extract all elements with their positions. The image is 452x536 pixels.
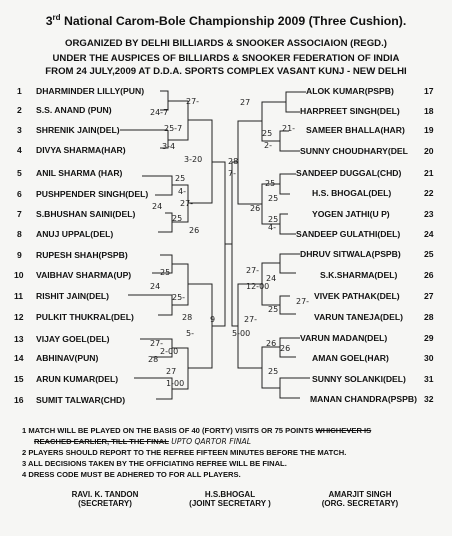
player-name: DIVYA SHARMA(HAR) (36, 145, 126, 155)
player-name: AMAN GOEL(HAR) (312, 353, 389, 363)
seed-number: 30 (424, 353, 434, 363)
signatory-role: (ORG. SECRETARY) (321, 499, 399, 508)
player-name: ABHINAV(PUN) (36, 353, 99, 363)
signatory-name: AMARJIT SINGH (328, 490, 392, 499)
seed-number: 7 (17, 209, 22, 219)
note-2: 2 PLAYERS SHOULD REPORT TO THE REFREE FIFTEEN MINUTES BEFORE THE MATCH. (22, 448, 347, 457)
player-name: DHRUV SITWALA(PSPB) (300, 249, 401, 259)
seed-number: 2 (17, 105, 22, 115)
player-name: SAMEER BHALLA(HAR) (306, 125, 405, 135)
seed-number: 23 (424, 209, 434, 219)
score-mark: 12-00 (246, 282, 270, 291)
signatory-role: (JOINT SECRETARY ) (189, 499, 271, 508)
player-name: PUSHPENDER SINGH(DEL) (36, 189, 149, 199)
score-mark: 25 (262, 129, 273, 138)
seed-number: 9 (17, 250, 22, 260)
player-name: SUNNY SOLANKI(DEL) (312, 374, 406, 384)
signatory-org-secretary (300, 490, 420, 508)
signatory-name: H.S.BHOGAL (204, 490, 256, 499)
player-name: RISHIT JAIN(DEL) (36, 291, 110, 301)
seed-number: 10 (14, 270, 24, 280)
player-name: YOGEN JATHI(U P) (312, 209, 390, 219)
seed-number: 6 (17, 189, 22, 199)
seed-number: 4 (17, 145, 22, 155)
seed-number: 19 (424, 125, 434, 135)
seed-number: 20 (424, 146, 434, 156)
player-name: ANUJ UPPAL(DEL) (36, 229, 114, 239)
score-mark: 25- (172, 293, 186, 302)
organizer-line: ORGANIZED BY DELHI BILLIARDS & SNOOKER ASSOCIAION (REGD.) (65, 38, 387, 49)
score-mark: 4- (178, 187, 186, 196)
score-mark: 25 (268, 194, 279, 203)
score-mark: 4- (268, 223, 276, 232)
auspices-line: UNDER THE AUSPICES OF BILLIARDS & SNOOKER FEDERATION OF INDIA (52, 53, 400, 64)
player-name: VAIBHAV SHARMA(UP) (36, 270, 132, 280)
score-mark: 28 (182, 313, 193, 322)
signatory-name: RAVI. K. TANDON (71, 490, 139, 499)
seed-number: 27 (424, 291, 434, 301)
score-mark: 25 (172, 214, 183, 223)
note-4: 4 DRESS CODE MUST BE ADHERED TO FOR ALL PLAYERS. (22, 470, 241, 479)
seed-number: 17 (424, 86, 434, 96)
score-mark: 27- (180, 199, 194, 208)
score-mark: 27 (166, 367, 177, 376)
score-mark: 1-00 (166, 379, 185, 388)
seed-number: 5 (17, 168, 22, 178)
player-name: VARUN TANEJA(DEL) (314, 312, 403, 322)
seed-number: 26 (424, 270, 434, 280)
note-3: 3 ALL DECISIONS TAKEN BY THE OFFICIATING REFREE WILL BE FINAL. (22, 459, 287, 468)
score-mark: 5- (186, 329, 194, 338)
player-name: PULKIT THUKRAL(DEL) (36, 312, 134, 322)
seed-number: 14 (14, 353, 24, 363)
score-mark: 28 (228, 157, 239, 166)
score-mark: 25 (265, 179, 276, 188)
score-mark: 26 (250, 204, 261, 213)
score-mark: 24 (150, 282, 161, 291)
score-mark: 25 (268, 367, 279, 376)
player-name: SUNNY CHOUDHARY(DEL (300, 146, 408, 156)
player-name: S.K.SHARMA(DEL) (320, 270, 398, 280)
score-mark: 3-4 (162, 142, 176, 151)
score-mark: 7- (228, 169, 236, 178)
player-name: SANDEEP GULATHI(DEL) (296, 229, 401, 239)
player-name: DHARMINDER LILLY(PUN) (36, 86, 145, 96)
player-name: ALOK KUMAR(PSPB) (306, 86, 394, 96)
score-mark: 27- (244, 315, 258, 324)
signatory-secretary (50, 490, 160, 508)
score-mark: 27- (150, 339, 164, 348)
player-name: H.S. BHOGAL(DEL) (312, 188, 392, 198)
score-mark: 27- (186, 97, 200, 106)
player-name: VIVEK PATHAK(DEL) (314, 291, 400, 301)
player-name: ANIL SHARMA (HAR) (36, 168, 123, 178)
player-name: SHRENIK JAIN(DEL) (36, 125, 120, 135)
player-name: SUMIT TALWAR(CHD) (36, 395, 126, 405)
player-name: VIJAY GOEL(DEL) (36, 334, 110, 344)
player-name: VARUN MADAN(DEL) (300, 333, 388, 343)
player-name: S.S. ANAND (PUN) (36, 105, 112, 115)
score-mark: 25 (175, 174, 186, 183)
player-name: S.BHUSHAN SAINI(DEL) (36, 209, 136, 219)
seed-number: 22 (424, 188, 434, 198)
score-mark: 26 (189, 226, 200, 235)
score-mark: 28 (148, 355, 159, 364)
player-name: HARPREET SINGH(DEL) (300, 106, 400, 116)
score-mark: 24-7 (150, 108, 169, 117)
seed-number: 1 (17, 86, 22, 96)
seed-number: 29 (424, 333, 434, 343)
note-1: 1 MATCH WILL BE PLAYED ON THE BASIS OF 40 (FORTY) VISITS OR 75 POINTS WHICHEVER IS (22, 426, 372, 435)
score-mark: 2-00 (160, 347, 179, 356)
seed-number: 16 (14, 395, 24, 405)
score-mark: 25-7 (164, 124, 183, 133)
seed-number: 15 (14, 374, 24, 384)
score-mark: 24 (266, 274, 277, 283)
note-1-continued: REACHED EARLIER, TILL THE FINAL UPTO QARTOR FINAL (34, 437, 251, 446)
score-mark: 26 (280, 344, 291, 353)
player-name: MANAN CHANDRA(PSPB) (310, 394, 417, 404)
signatory-role: (SECRETARY) (78, 499, 132, 508)
seed-number: 13 (14, 334, 24, 344)
player-name: RUPESH SHAH(PSPB) (36, 250, 128, 260)
score-mark: 25 (268, 305, 279, 314)
seed-number: 25 (424, 249, 434, 259)
score-mark: 2- (264, 141, 272, 150)
score-mark: 3-20 (184, 155, 203, 164)
seed-number: 3 (17, 125, 22, 135)
seed-number: 12 (14, 312, 24, 322)
seed-number: 8 (17, 229, 22, 239)
score-mark: 25 (160, 268, 171, 277)
player-name: SANDEEP DUGGAL(CHD) (296, 168, 402, 178)
dates-venue-line: FROM 24 JULY,2009 AT D.D.A. SPORTS COMPLEX VASANT KUNJ - NEW DELHI (45, 66, 407, 77)
seed-number: 21 (424, 168, 434, 178)
score-mark: 9 (210, 315, 216, 324)
score-mark: 5-00 (232, 329, 251, 338)
seed-number: 32 (424, 394, 434, 404)
seed-number: 31 (424, 374, 434, 384)
score-mark: 25 (268, 215, 279, 224)
score-mark: 27 (240, 98, 251, 107)
signatory-joint-secretary (175, 490, 285, 508)
seed-number: 11 (14, 291, 24, 301)
seed-number: 24 (424, 229, 434, 239)
seed-number: 18 (424, 106, 434, 116)
seed-number: 28 (424, 312, 434, 322)
score-mark: 21- (282, 124, 296, 133)
score-mark: 27- (246, 266, 260, 275)
player-name: ARUN KUMAR(DEL) (36, 374, 119, 384)
score-mark: 24 (152, 202, 163, 211)
score-mark: 27- (296, 297, 310, 306)
score-mark: 26 (266, 339, 277, 348)
championship-title: 3rd National Carom-Bole Championship 2009 (Three Cushion). (45, 13, 407, 29)
